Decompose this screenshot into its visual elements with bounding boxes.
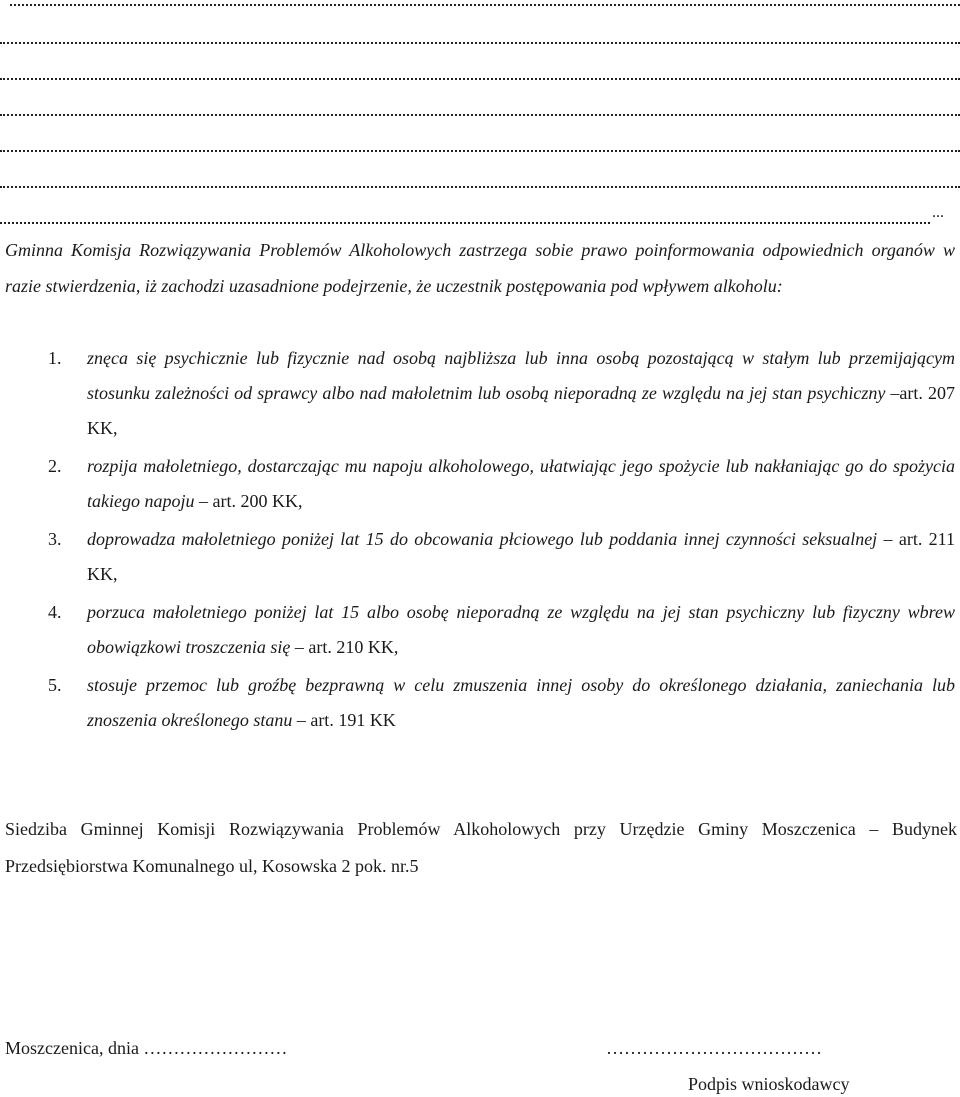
list-item-text: rozpija małoletniego, dostarczając mu napoju alkoholowego, ułatwiając jego spożycie lub nakłaniając go do spożycia takiego napoju — [87, 456, 955, 511]
list-item-reference: – art. 211 KK, — [87, 529, 955, 584]
list-item — [5, 668, 955, 738]
list-item-reference: –art. 207 KK, — [87, 383, 955, 438]
list-item-text: stosuje przemoc lub groźbę bezprawną w celu zmuszenia innej osoby do określonego działania, zaniechania lub znoszenia określonego stanu — [87, 675, 955, 730]
list-item-reference: – art. 210 KK, — [290, 637, 399, 657]
seat-address: Siedziba Gminnej Komisji Rozwiązywania Problemów Alkoholowych przy Urzędzie Gminy Moszczenica – Budynek Przedsiębiorstwa Komunalnego ul, Kosowska 2 pok. nr.5 — [5, 819, 957, 876]
signature-field: ……………………………… — [606, 1038, 822, 1058]
signature-label: Podpis wnioskodawcy — [688, 1074, 850, 1094]
offence-list — [5, 341, 955, 738]
list-item-text: porzuca małoletniego poniżej lat 15 albo osobę nieporadną ze względu na jej stan psychiczny lub fizyczny wbrew obowiązkowi troszczenia się — [87, 602, 955, 657]
dotted-line-7 — [0, 204, 930, 224]
list-item — [5, 449, 955, 519]
dotted-line-2 — [0, 24, 960, 44]
list-item-number: 4. — [48, 602, 62, 622]
list-item-number: 5. — [48, 675, 62, 695]
dotted-line-4 — [0, 96, 960, 116]
intro-paragraph: Gminna Komisja Rozwiązywania Problemów Alkoholowych zastrzega sobie prawo poinformowania odpowiednich organów w razie stwierdzenia, iż zachodzi uzasadnione podejrzenie, że uczestnik postępowania pod wpływem alkoholu: — [5, 240, 955, 296]
dotted-line-1 — [10, 0, 960, 6]
list-item-number: 2. — [48, 456, 62, 476]
list-item-reference: – art. 191 KK — [292, 710, 396, 730]
dotted-line-3 — [0, 60, 960, 80]
list-item — [5, 341, 955, 446]
place-date-field: Moszczenica, dnia …………………… — [5, 1038, 288, 1058]
dotted-line-end: ... — [932, 204, 944, 221]
dotted-line-6 — [0, 168, 960, 188]
list-item-reference: – art. 200 KK, — [194, 491, 303, 511]
list-item-text: znęca się psychicznie lub fizycznie nad osobą najbliższa lub inna osobą pozostającą w stałym lub przemijającym stosunku zależności od sprawcy albo nad małoletnim lub osobą nieporadną ze względu na jej stan psychiczny — [87, 348, 955, 403]
list-item-number: 3. — [48, 529, 62, 549]
list-item — [5, 522, 955, 592]
dotted-line-5 — [0, 132, 960, 152]
list-item-text: doprowadza małoletniego poniżej lat 15 do obcowania płciowego lub poddania innej czynności seksualnej — [87, 529, 878, 549]
list-item-number: 1. — [48, 348, 62, 368]
list-item — [5, 595, 955, 665]
